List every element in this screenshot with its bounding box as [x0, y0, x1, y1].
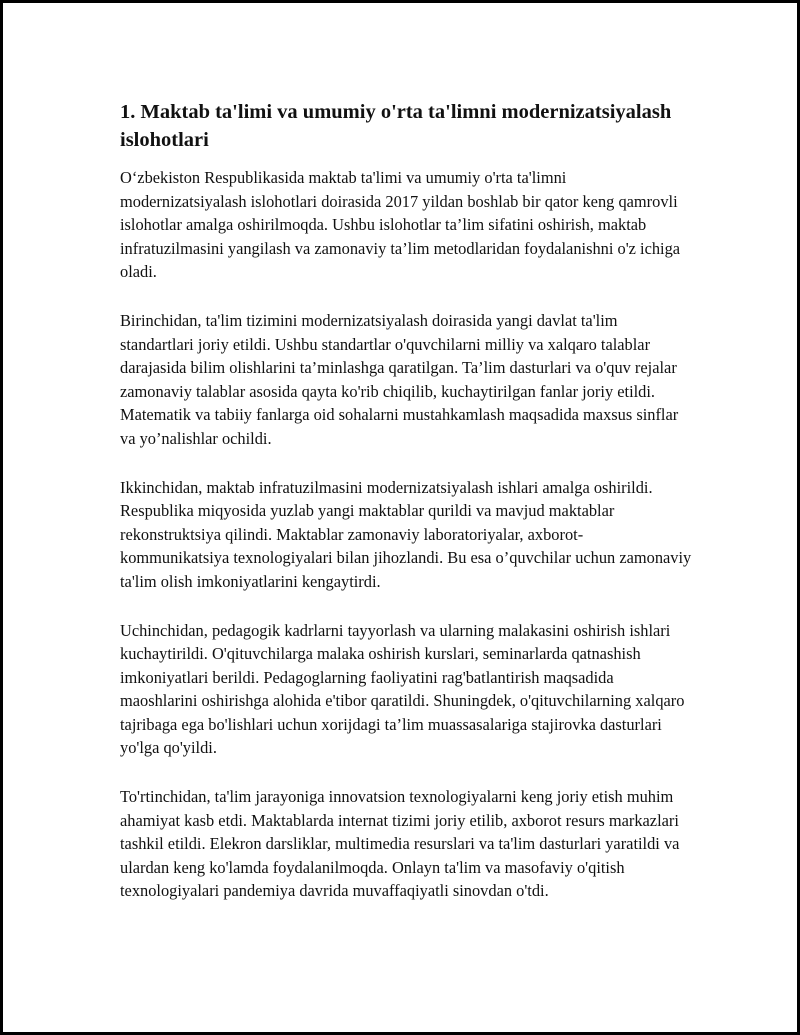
paragraph-third: Uchinchidan, pedagogik kadrlarni tayyorlash va ularning malakasini oshirish ishlari kuchaytirildi. O'qituvchilarga malaka oshirish kurslari, seminarlarda qatnashish imkoniyatlari berildi. Pedagoglarning faoliyatini rag'batlantirish maqsadida maoshlarini oshirishga alohida e'tibor qaratildi. Shuningdek, o'qituvchilarning xalqaro tajribaga ega bo'lishlari uchun xorijdagi ta’lim muassasalariga stajirovka dasturlari yo'lga qo'yildi.	[120, 620, 685, 758]
section-heading: 1. Maktab ta'limi va umumiy o'rta ta'limni modernizatsiyalash islohotlari	[120, 101, 672, 151]
paragraph-first: Birinchidan, ta'lim tizimini modernizatsiyalash doirasida yangi davlat ta'lim standartlari joriy etildi. Ushbu standartlar o'quvchilarni milliy va xalqaro talablar darajasida bilim olishlarini ta’minlashga qaratilgan. Ta’lim dasturlari va o'quv rejalar zamonaviy talablar asosida qayta ko'rib chiqilib, kuchaytirilgan fanlar joriy etildi. Matematik va tabiiy fanlarga oid sohalarni mustahkamlash maqsadida maxsus sinflar va yo’nalishlar ochildi.	[120, 310, 679, 448]
paragraph-intro: O‘zbekiston Respublikasida maktab ta'limi va umumiy o'rta ta'limni modernizatsiyalash islohotlari doirasida 2017 yildan boshlab bir qator keng qamrovli islohotlar amalga oshirilmoqda. Ushbu islohotlar ta’lim sifatini oshirish, maktab infratuzilmasini yangilash va zamonaviy ta’lim metodlaridan foydalanishni o'z ichiga oladi.	[120, 168, 681, 282]
document-content	[120, 98, 692, 928]
paragraph-fourth: To'rtinchidan, ta'lim jarayoniga innovatsion texnologiyalarni keng joriy etish muhim ahamiyat kasb etdi. Maktablarda internat tizimi joriy etilib, axborot resurs markazlari tashkil etildi. Elekron darsliklar, multimedia resurslari va ta'lim dasturlari yaratildi va ulardan keng ko'lamda foydalanilmoqda. Onlayn ta'lim va masofaviy o'qitish texnologiyalari pandemiya davrida muvaffaqiyatli sinovdan o'tdi.	[120, 787, 680, 901]
paragraph-second: Ikkinchidan, maktab infratuzilmasini modernizatsiyalash ishlari amalga oshirildi. Respublika miqyosida yuzlab yangi maktablar qurildi va mavjud maktablar rekonstruktsiya qilindi. Maktablar zamonaviy laboratoriyalar, axborot-kommunikatsiya texnologiyalari bilan jihozlandi. Bu esa o’quvchilar uchun zamonaviy ta'lim olish imkoniyatlarini kengaytirdi.	[120, 477, 692, 591]
